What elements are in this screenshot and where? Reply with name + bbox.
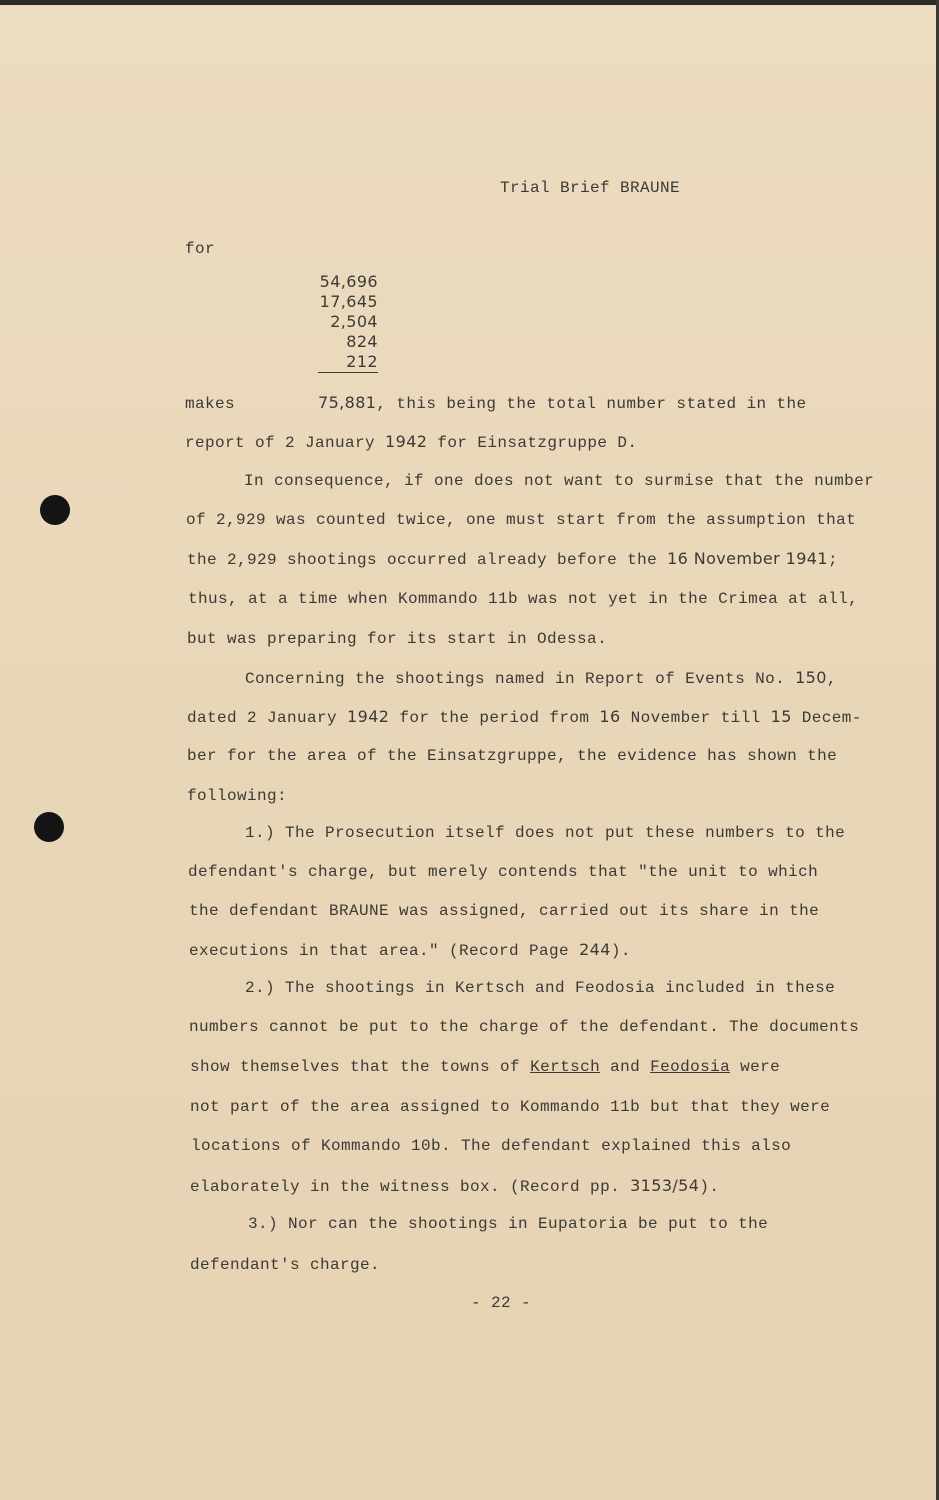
text-line: executions in that area." (Record Page 244). <box>189 940 631 960</box>
text-line: but was preparing for its start in Odessa. <box>187 630 608 648</box>
number-item: 212 <box>318 352 378 373</box>
number-column <box>318 272 378 373</box>
total-number: 75,881 <box>318 393 377 412</box>
town-feodosia: Feodosia <box>650 1058 731 1076</box>
list-item-3: 3.) Nor can the shootings in Eupatoria be put to the <box>248 1215 769 1233</box>
text-line: thus, at a time when Kommando 11b was not yet in the Crimea at all, <box>188 590 859 608</box>
makes-label: makes <box>185 395 236 413</box>
text-line: defendant's charge, but merely contends that "the unit to which <box>188 863 819 881</box>
text-line: locations of Kommando 10b. The defendant explained this also <box>191 1137 792 1155</box>
punch-hole-bottom <box>34 812 64 842</box>
number-item: 17,645 <box>319 292 378 311</box>
text-line: ber for the area of the Einsatzgruppe, the evidence has shown the <box>187 747 838 765</box>
text-line: elaborately in the witness box. (Record pp. 3153/54). <box>190 1176 720 1196</box>
page-header-title: Trial Brief BRAUNE <box>500 179 681 197</box>
punch-hole-top <box>40 495 70 525</box>
text-line: report of 2 January 1942 for Einsatzgruppe D. <box>185 432 638 452</box>
page-top-edge <box>0 0 939 5</box>
intro-for: for <box>185 240 216 258</box>
text-line: numbers cannot be put to the charge of the defendant. The documents <box>189 1018 860 1036</box>
text-line: not part of the area assigned to Kommando 11b but that they were <box>190 1098 831 1116</box>
text-line: dated 2 January 1942 for the period from 16 November till 15 Decem- <box>187 707 862 727</box>
town-kertsch: Kertsch <box>530 1058 601 1076</box>
list-item-1: 1.) The Prosecution itself does not put these numbers to the <box>245 824 846 842</box>
text-line: In consequence, if one does not want to surmise that the number <box>244 472 875 490</box>
page-number: - 22 - <box>471 1294 532 1312</box>
number-item: 2,504 <box>330 312 378 331</box>
text-line: the defendant BRAUNE was assigned, carried out its share in the <box>189 902 820 920</box>
text-line: Concerning the shootings named in Report of Events No. 150, <box>245 668 837 688</box>
text-line: defendant's charge. <box>190 1256 381 1274</box>
number-item: 824 <box>346 332 378 351</box>
text-line: 75,881, this being the total number stated in the <box>318 393 807 413</box>
list-item-2: 2.) The shootings in Kertsch and Feodosia included in these <box>245 979 836 997</box>
text-line: following: <box>187 787 288 805</box>
number-item: 54,696 <box>319 272 378 291</box>
text-line: the 2,929 shootings occurred already before the 16 November 1941; <box>187 549 838 569</box>
text-line: show themselves that the towns of Kertsch and Feodosia were <box>190 1058 781 1076</box>
text-line: of 2,929 was counted twice, one must start from the assumption that <box>186 511 857 529</box>
